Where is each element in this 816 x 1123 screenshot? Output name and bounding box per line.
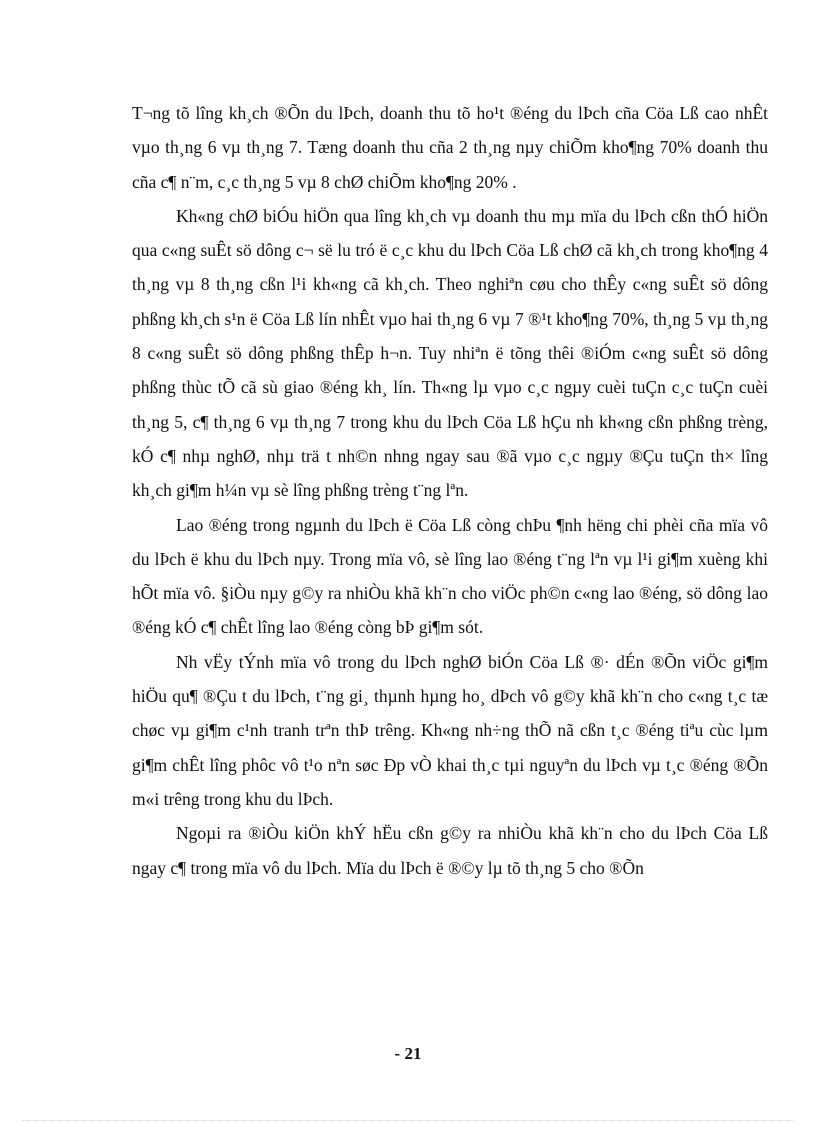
paragraph-5: Ngoµi ra ®iÒu kiÖn khÝ hËu cßn g©y ra nhiÒu khã kh¨n cho du lÞch Cöa Lß ngay c¶ trong mïa vô du lÞch. Mïa du lÞch ë ®©y lµ tõ th¸ng 5 cho ®Õn bbox=[132, 823, 768, 878]
body-text bbox=[132, 96, 768, 885]
paragraph-3: Lao ®éng trong ngµnh du lÞch ë Cöa Lß còng chÞu ¶nh hëng chi phèi cña mïa vô du lÞch ë khu du lÞch nµy. Trong mïa vô, sè lîng lao ®éng t¨ng lªn vµ l¹i gi¶m xuèng khi hÕt mïa vô. §iÒu nµy g©y ra nhiÒu khã kh¨n cho viÖc ph©n c«ng lao ®éng, sö dông lao ®éng kÓ c¶ chÊt lîng lao ®éng còng bÞ gi¶m sót. bbox=[132, 514, 768, 638]
paragraph-4: Nh vËy tÝnh mïa vô trong du lÞch nghØ biÓn Cöa Lß ®· dÉn ®Õn viÖc gi¶m hiÖu qu¶ ®Çu t du lÞch, t¨ng gi¸ thµnh hµng ho¸ dÞch vô g©y khã kh¨n cho c«ng t¸c tæ chøc vµ gi¶m c¹nh tranh trªn thÞ trêng. Kh«ng nh÷ng thÕ nã cßn t¸c ®éng tiªu cùc lµm gi¶m chÊt lîng phôc vô t¹o nªn søc Ðp vÒ khai th¸c tµi nguyªn du lÞch vµ t¸c ®éng ®Õn m«i trêng trong khu du lÞch. bbox=[132, 651, 768, 809]
page-number: - 21 bbox=[394, 1044, 422, 1063]
paragraph-2: Kh«ng chØ biÓu hiÖn qua lîng kh¸ch vµ doanh thu mµ mïa du lÞch cßn thÓ hiÖn qua c«ng suÊt sö dông c¬ së lu tró ë c¸c khu du lÞch Cöa Lß chØ cã kh¸ch trong kho¶ng 4 th¸ng vµ 8 th¸ng cßn l¹i kh«ng cã kh¸ch. Theo nghiªn cøu cho thÊy c«ng suÊt sö dông phßng kh¸ch s¹n ë Cöa Lß lín nhÊt vµo hai th¸ng 6 vµ 7 ®¹t kho¶ng 70%, th¸ng 5 vµ th¸ng 8 c«ng suÊt sö dông phßng thÊp h¬n. Tuy nhiªn ë tõng thêi ®iÓm c«ng suÊt sö dông phßng thùc tÕ cã sù giao ®éng kh¸ lín. Th«ng lµ vµo c¸c ngµy cuèi tuÇn c¸c tuÇn cuèi th¸ng 5, c¶ th¸ng 6 vµ th¸ng 7 trong khu du lÞch Cöa Lß hÇu nh kh«ng cßn phßng trèng, kÓ c¶ nhµ nghØ, nhµ trä t nh©n nhng ngay sau ®ã vµo c¸c ngµy ®Çu tuÇn th× lîng kh¸ch gi¶m h¼n vµ sè lîng phßng trèng t¨ng lªn. bbox=[132, 205, 768, 501]
paragraph-1: T¬ng tõ lîng kh¸ch ®Õn du lÞch, doanh thu tõ ho¹t ®éng du lÞch cña Cöa Lß cao nhÊt vµo th¸ng 6 vµ th¸ng 7. Tæng doanh thu cña 2 th¸ng nµy chiÕm kho¶ng 70% doanh thu cña c¶ n¨m, c¸c th¸ng 5 vµ 8 chØ chiÕm kho¶ng 20% . bbox=[132, 103, 768, 192]
page-bottom-divider bbox=[22, 1120, 794, 1121]
